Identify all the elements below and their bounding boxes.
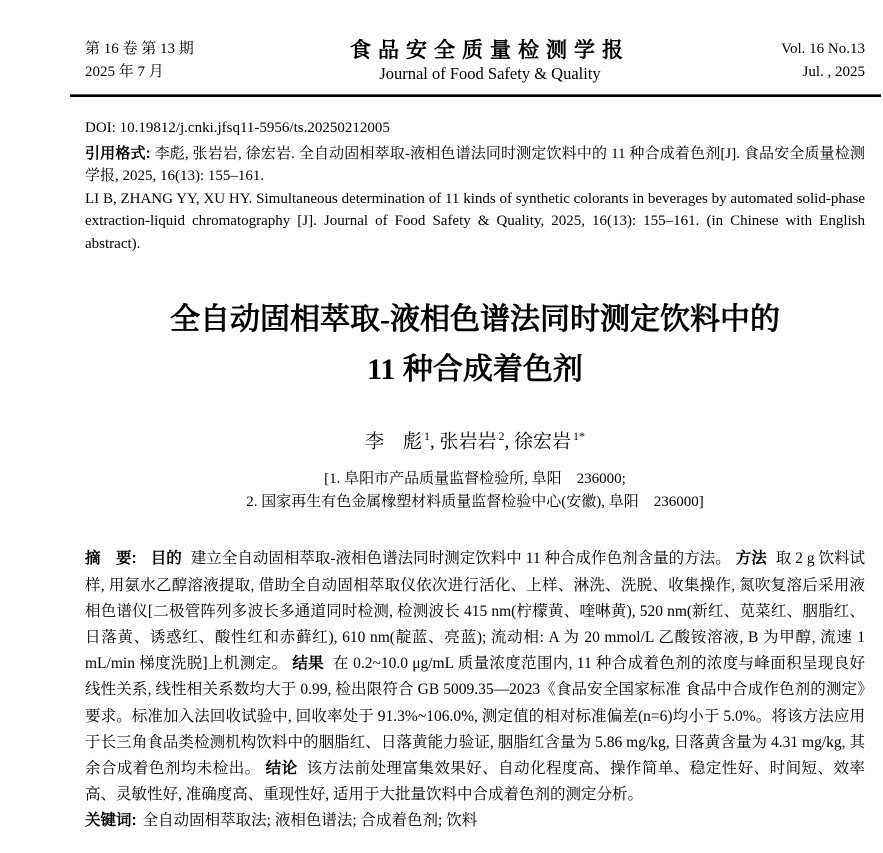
header-right xyxy=(735,38,865,84)
header-volume-issue-cn: 第 16 卷 第 13 期 xyxy=(85,41,194,57)
authors-line xyxy=(85,423,865,455)
header-center xyxy=(245,38,735,85)
author-separator: , xyxy=(504,431,514,453)
method-text: 取 2 g 饮料试样, 用氨水乙醇溶液提取, 借助全自动固相萃取仪依次进行活化、上样、淋洗、洗脱、收集操作, 氮吹复溶后采用液相色谱仪[二极管阵列多波长多通道同时检测, 检测波长 415 nm(柠檬黄、喹啉黄), 520 nm(新红、苋菜红、胭脂红、日落黄、诱惑红、酸性红和赤藓红), 610 nm(靛蓝、亮蓝); 流动相: A 为 20 mmol/L 乙酸铵溶液, B 为甲醇, 流速 1 mL/min 梯度洗脱]上机测定。 xyxy=(85,550,865,673)
citation-format-label: 引用格式: xyxy=(85,144,151,162)
citation-chinese-line xyxy=(85,143,865,188)
affiliation-line: [1. 阜阳市产品质量监督检验所, 阜阳 236000; xyxy=(324,471,626,488)
objective-text: 建立全自动固相萃取-液相色谱法同时测定饮料中 11 种合成作色剂含量的方法。 xyxy=(190,550,731,568)
doi-line: DOI: 10.19812/j.cnki.jfsq11-5956/ts.20250212005 xyxy=(85,120,390,136)
author-separator: , xyxy=(429,431,440,453)
author-name: 李 彪 xyxy=(364,431,422,453)
keywords-text: 全自动固相萃取法; 液相色谱法; 合成着色剂; 饮料 xyxy=(142,812,478,830)
citation-block xyxy=(85,117,865,255)
result-label: 结果 xyxy=(292,655,325,673)
article-title xyxy=(85,295,865,395)
affiliation-line: 2. 国家再生有色金属橡塑材料质量监督检验中心(安徽), 阜阳 236000] xyxy=(246,494,704,511)
header-double-rule xyxy=(70,94,881,97)
affiliations xyxy=(85,468,865,514)
result-text: 在 0.2~10.0 μg/mL 质量浓度范围内, 11 种合成着色剂的浓度与峰面积呈现良好线性关系, 线性相关系数均大于 0.99, 检出限符合 GB 5009.35—2023《食品安全国家标准 食品中合成作色剂的测定》要求。标准加入法回收试验中, 回收率处于 91.3%~106.0%, 测定值的相对标准偏差(n=6)均小于 5.0%。将该方法应用于长三角食品类检测机构饮料中的胭脂红、日落黄能力验证, 胭脂红含量为 5.86 mg/kg, 日落黄含量为 4.31 mg/kg, 其余合成着色剂均未检出。 xyxy=(85,655,865,777)
header-date-en: Jul. , 2025 xyxy=(802,64,865,80)
header-date-cn: 2025 年 7 月 xyxy=(85,64,164,80)
keywords-label: 关键词: xyxy=(85,812,137,830)
objective-label: 目的 xyxy=(150,550,182,568)
keywords-line xyxy=(85,808,865,834)
header-left xyxy=(85,38,245,84)
journal-title-en: Journal of Food Safety & Quality xyxy=(379,64,601,83)
journal-title-cn: 食品安全质量检测学报 xyxy=(350,38,630,62)
citation-english-line: LI B, ZHANG YY, XU HY. Simultaneous determination of 11 kinds of synthetic colorants in beverages by automated solid-phase extraction-liquid chromatography [J]. Journal of Food Safety & Quality, 2025, 16(13): 155–161. (in Chinese with English abstract). xyxy=(85,190,865,252)
journal-header xyxy=(85,0,865,85)
abstract-heading: 摘 要: xyxy=(85,550,137,568)
conclusion-label: 结论 xyxy=(265,759,298,777)
author-superscript: 1 xyxy=(423,429,430,443)
header-volume-issue-en: Vol. 16 No.13 xyxy=(781,41,865,57)
method-label: 方法 xyxy=(735,550,767,568)
abstract-paragraph xyxy=(85,546,865,808)
conclusion-text: 该方法前处理富集效果好、自动化程度高、操作简单、稳定性好、时间短、效率高、灵敏性好, 准确度高、重现性好, 适用于大批量饮料中合成着色剂的测定分析。 xyxy=(85,759,865,804)
author-superscript: 1* xyxy=(573,429,586,443)
author-name: 徐宏岩 xyxy=(514,431,572,453)
title-line-1: 全自动固相萃取-液相色谱法同时测定饮料中的 xyxy=(170,303,780,336)
title-line-2: 11 种合成着色剂 xyxy=(367,353,583,386)
author-name: 张岩岩 xyxy=(439,431,497,453)
author-superscript: 2 xyxy=(498,429,505,443)
citation-chinese-text: 李彪, 张岩岩, 徐宏岩. 全自动固相萃取-液相色谱法同时测定饮料中的 11 种合成着色剂[J]. 食品安全质量检测学报, 2025, 16(13): 155–161. xyxy=(85,145,866,184)
